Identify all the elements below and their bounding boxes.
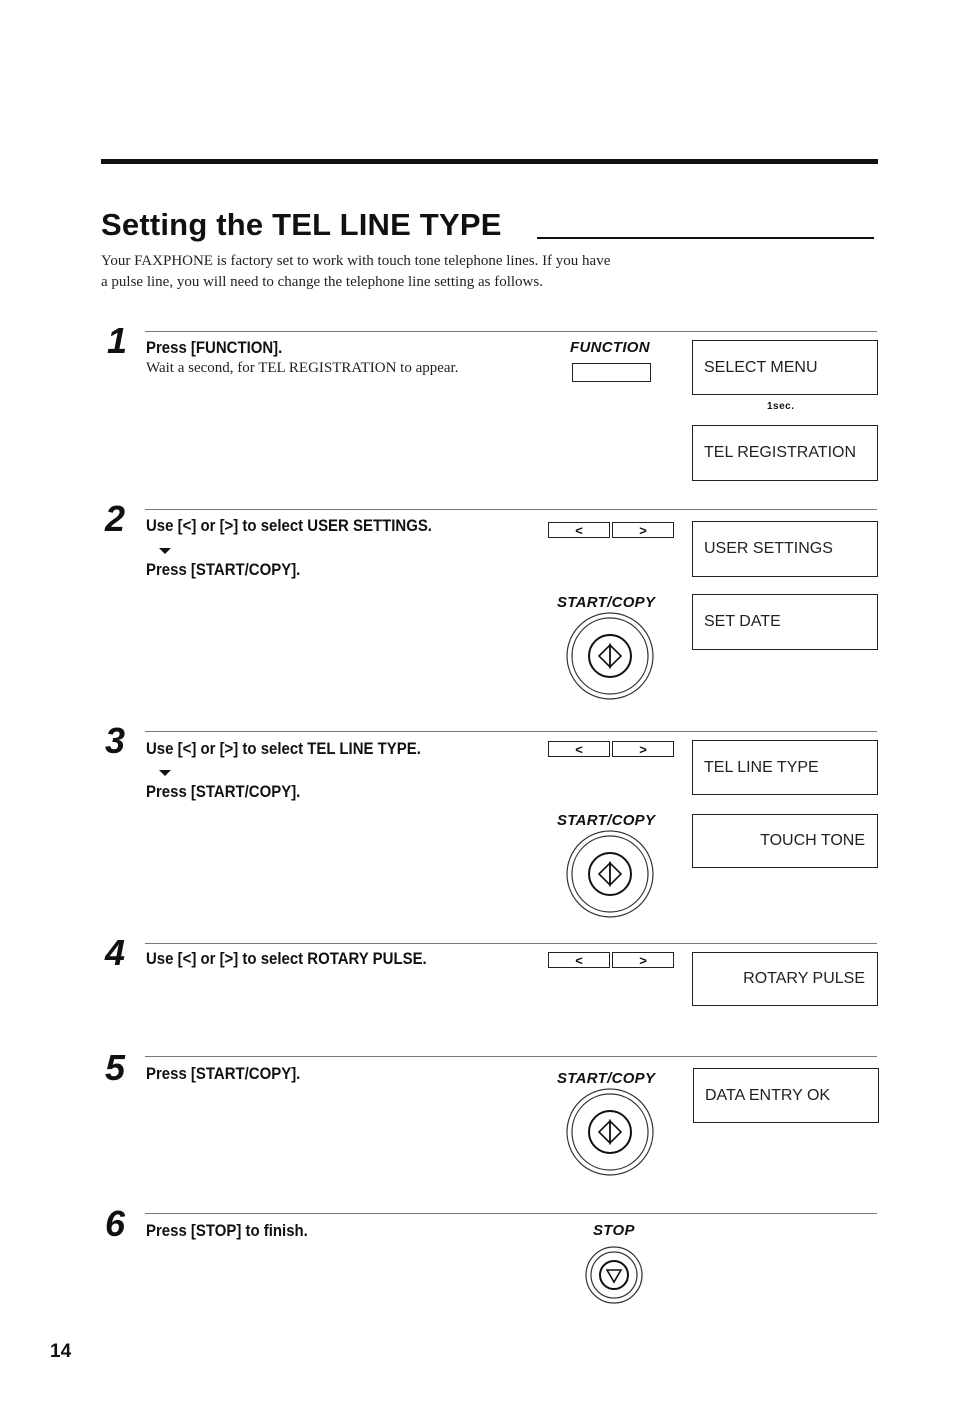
step-6-instruction: Press [STOP] to finish. — [146, 1221, 308, 1240]
intro-paragraph — [101, 251, 721, 293]
delay-note: 1sec. — [767, 401, 795, 412]
step-1-rule — [145, 331, 877, 332]
left-right-keys — [548, 522, 674, 538]
function-key[interactable] — [572, 363, 651, 382]
step-5-rule — [145, 1056, 877, 1057]
down-arrow-icon — [159, 548, 171, 554]
lcd-tel-registration: TEL REGISTRATION — [692, 425, 878, 481]
step-6-number: 6 — [105, 1203, 126, 1244]
start-copy-icon[interactable] — [565, 1087, 655, 1177]
left-key[interactable]: < — [548, 952, 610, 968]
step-6-rule — [145, 1213, 877, 1214]
step-5-instruction: Press [START/COPY]. — [146, 1064, 301, 1083]
lcd-set-date: SET DATE — [692, 594, 878, 650]
page-number: 14 — [50, 1341, 72, 1362]
lcd-data-entry-ok: DATA ENTRY OK — [693, 1068, 879, 1123]
step-2-instruction: Use [<] or [>] to select USER SETTINGS. — [146, 516, 432, 535]
function-key-label: FUNCTION — [570, 339, 650, 356]
left-key[interactable]: < — [548, 741, 610, 757]
step-5-number: 5 — [105, 1047, 126, 1088]
step-4-rule — [145, 943, 877, 944]
start-copy-icon[interactable] — [565, 611, 655, 701]
start-copy-icon[interactable] — [565, 829, 655, 919]
step-1-instruction: Press [FUNCTION]. — [146, 338, 283, 357]
right-key[interactable]: > — [612, 952, 674, 968]
lcd-touch-tone: TOUCH TONE — [692, 814, 878, 868]
top-rule — [101, 159, 878, 164]
right-key[interactable]: > — [612, 741, 674, 757]
step-4-number: 4 — [105, 932, 126, 973]
step-3-instruction-2: Press [START/COPY]. — [146, 782, 301, 801]
step-2-instruction-2: Press [START/COPY]. — [146, 560, 301, 579]
step-1-note: Wait a second, for TEL REGISTRATION to appear. — [146, 360, 459, 376]
left-right-keys — [548, 952, 674, 968]
lcd-rotary-pulse: ROTARY PULSE — [692, 952, 878, 1006]
step-4-instruction: Use [<] or [>] to select ROTARY PULSE. — [146, 949, 427, 968]
down-arrow-icon — [159, 770, 171, 776]
step-2-number: 2 — [105, 498, 126, 539]
lcd-user-settings: USER SETTINGS — [692, 521, 878, 577]
intro-line-2: a pulse line, you will need to change the telephone line setting as follows. — [101, 274, 543, 290]
page-title: Setting the TEL LINE TYPE — [101, 207, 502, 242]
stop-key-label: STOP — [593, 1222, 635, 1239]
start-copy-key-label: START/COPY — [557, 1070, 656, 1087]
left-right-keys — [548, 741, 674, 757]
lcd-tel-line-type: TEL LINE TYPE — [692, 740, 878, 795]
step-2-rule — [145, 509, 877, 510]
step-3-instruction: Use [<] or [>] to select TEL LINE TYPE. — [146, 739, 421, 758]
right-key[interactable]: > — [612, 522, 674, 538]
title-rule — [537, 237, 874, 239]
step-3-rule — [145, 731, 877, 732]
start-copy-key-label: START/COPY — [557, 594, 656, 611]
step-3-number: 3 — [105, 720, 126, 761]
left-key[interactable]: < — [548, 522, 610, 538]
stop-icon[interactable] — [584, 1245, 644, 1305]
intro-line-1: Your FAXPHONE is factory set to work with touch tone telephone lines. If you have — [101, 253, 611, 269]
lcd-select-menu: SELECT MENU — [692, 340, 878, 395]
step-1-number: 1 — [107, 320, 128, 361]
start-copy-key-label: START/COPY — [557, 812, 656, 829]
